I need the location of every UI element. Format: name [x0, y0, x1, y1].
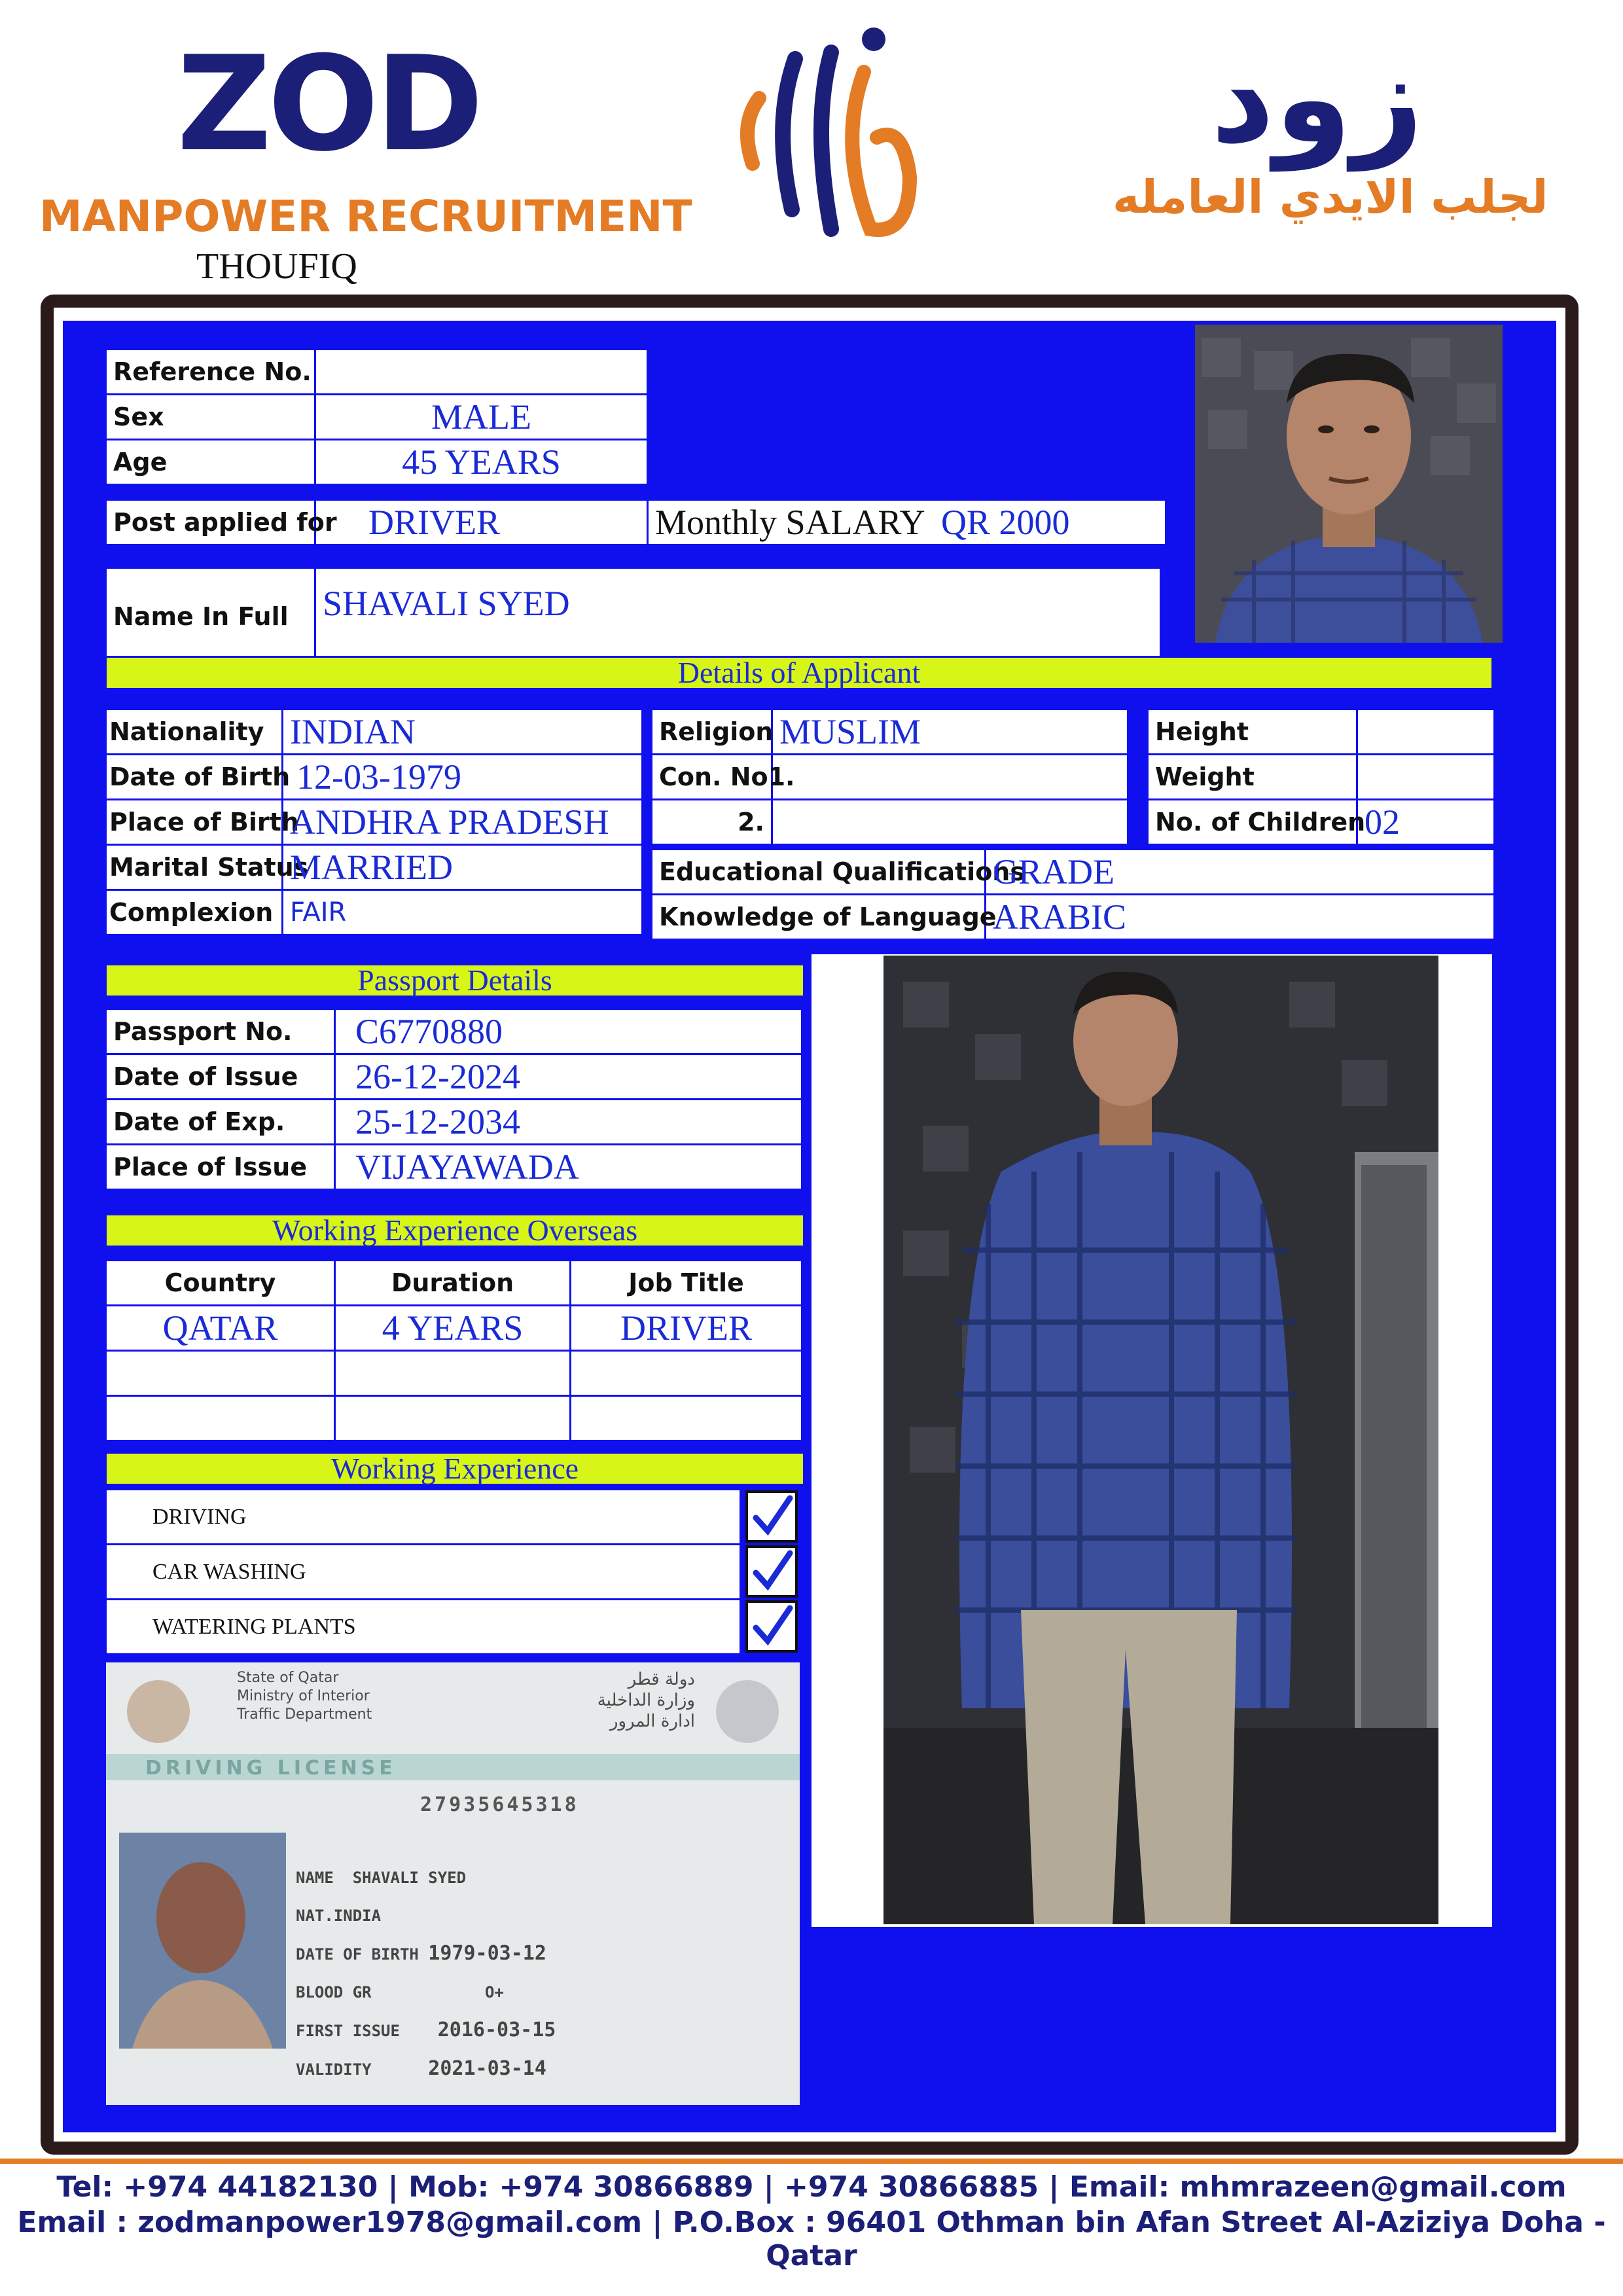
reference-label: Reference No.: [106, 350, 315, 395]
overseas-duration: [335, 1351, 571, 1396]
pob-value: ANDHRA PRADESH: [283, 800, 643, 845]
overseas-duration: [335, 1396, 571, 1441]
full-body-photo-frame: [812, 954, 1492, 1927]
license-arabic-department: ادارة المرور: [609, 1712, 695, 1731]
license-name-field: [296, 1859, 556, 1897]
license-number: 27935645318: [420, 1793, 579, 1816]
skill-row: [106, 1490, 805, 1545]
height-value: [1357, 709, 1495, 755]
overseas-country: QATAR: [106, 1306, 335, 1351]
post-table: [105, 499, 1167, 546]
passport-place-row: [106, 1145, 802, 1190]
marital-row: [106, 845, 643, 890]
post-row: [106, 500, 1166, 545]
footer-divider: [0, 2159, 1623, 2164]
license-nat-field: [296, 1897, 556, 1935]
full-body-photo: [883, 956, 1438, 1924]
overseas-job-title: [571, 1351, 802, 1396]
skill-row: [106, 1545, 805, 1600]
age-row: [106, 440, 648, 485]
complexion-row: [106, 890, 643, 935]
overseas-row: [106, 1351, 802, 1396]
license-fields: [296, 1859, 556, 2089]
religion-value: MUSLIM: [772, 709, 1128, 755]
pob-label: Place of Birth: [106, 800, 283, 845]
license-blood-value: O+: [484, 1983, 504, 2001]
license-validity-field: [296, 2050, 556, 2089]
passport-section-title: Passport Details: [357, 963, 552, 997]
footer-contact-line: Tel: +974 44182130 | Mob: +974 30866889 | +974 30866885 | Email: mhmrazeen@gmail.com: [56, 2170, 1567, 2204]
skill-checkbox[interactable]: [745, 1490, 798, 1543]
dob-label: Date of Birth: [106, 755, 283, 800]
overseas-country: [106, 1351, 335, 1396]
passport-exp-row: [106, 1100, 802, 1145]
sex-label: Sex: [106, 395, 315, 440]
license-issuer-english: [237, 1669, 394, 1724]
experience-section-bar: [105, 1452, 805, 1486]
education-value: GRADE: [986, 850, 1495, 895]
overseas-section-title: Working Experience Overseas: [272, 1213, 638, 1247]
passport-place-label: Place of Issue: [106, 1145, 335, 1190]
dob-value: 12-03-1979: [283, 755, 643, 800]
passport-exp-value: 25-12-2034: [335, 1100, 802, 1145]
language-row: [652, 895, 1495, 940]
complexion-value: FAIR: [283, 890, 643, 935]
skill-checkbox-cell: [741, 1545, 805, 1600]
marital-value: MARRIED: [283, 845, 643, 890]
sex-value: MALE: [315, 395, 648, 440]
reference-row: [106, 350, 648, 395]
name-table: [105, 567, 1162, 666]
con1-value: [772, 755, 1128, 800]
passport-section-bar: [105, 963, 805, 997]
passport-exp-label: Date of Exp.: [106, 1100, 335, 1145]
applicant-portrait-photo: [1195, 325, 1503, 643]
nationality-row: [106, 709, 643, 755]
overseas-row: [106, 1306, 802, 1351]
license-name-value: SHAVALI SYED: [352, 1869, 467, 1887]
driving-license-image: [106, 1662, 800, 2105]
license-dob-label: DATE OF BIRTH: [296, 1945, 419, 1964]
overseas-job-title: DRIVER: [571, 1306, 802, 1351]
education-table: [651, 848, 1495, 941]
physical-table: [1147, 708, 1495, 846]
children-value: 02: [1357, 800, 1495, 845]
license-first-issue-field: [296, 2011, 556, 2050]
checkmark-icon: [748, 1603, 795, 1650]
name-label: Name In Full: [106, 568, 315, 666]
education-row: [652, 850, 1495, 895]
portrait-figure: [1195, 325, 1503, 643]
skill-checkbox-cell: [741, 1600, 805, 1655]
salary-value: QR 2000: [941, 503, 1070, 542]
religion-row: [652, 709, 1128, 755]
nationality-value: INDIAN: [283, 709, 643, 755]
con2-label: 2.: [652, 800, 772, 845]
children-label: No. of Children: [1148, 800, 1357, 845]
religion-table: [651, 708, 1129, 846]
passport-issue-value: 26-12-2024: [335, 1054, 802, 1100]
con1-row: [652, 755, 1128, 800]
overseas-header-duration: Duration: [335, 1261, 571, 1306]
passport-issue-row: [106, 1054, 802, 1100]
license-title: DRIVING LICENSE: [145, 1757, 397, 1780]
arabic-logo-text: زود: [1211, 26, 1423, 171]
pob-row: [106, 800, 643, 845]
con2-value: [772, 800, 1128, 845]
license-ministry: Ministry of Interior: [237, 1688, 370, 1704]
name-value: SHAVALI SYED: [315, 568, 1161, 666]
nationality-label: Nationality: [106, 709, 283, 755]
license-dob-field: [296, 1935, 556, 1973]
license-arabic-state: دولة قطر: [628, 1670, 695, 1689]
license-first-issue-label: FIRST ISSUE: [296, 2022, 400, 2040]
applicant-details-table: [105, 708, 643, 936]
weight-row: [1148, 755, 1495, 800]
license-dob-value: 1979-03-12: [428, 1942, 546, 1965]
complexion-label: Complexion: [106, 890, 283, 935]
passport-table: [105, 1008, 803, 1191]
checkmark-icon: [748, 1548, 795, 1595]
license-arabic-ministry: وزارة الداخلية: [597, 1691, 695, 1710]
basic-info-table: [105, 348, 649, 486]
license-validity-label: VALIDITY: [296, 2060, 372, 2079]
con2-row: [652, 800, 1128, 845]
agent-name: THOUFIQ: [196, 246, 357, 287]
overseas-duration: 4 YEARS: [335, 1306, 571, 1351]
license-department: Traffic Department: [237, 1706, 372, 1723]
license-name-label: NAME: [296, 1869, 334, 1887]
salary-cell: [648, 500, 1166, 545]
experience-section-title: Working Experience: [330, 1452, 579, 1485]
skill-checkbox[interactable]: [745, 1600, 798, 1653]
language-value: ARABIC: [986, 895, 1495, 940]
skill-row: [106, 1600, 805, 1655]
overseas-job-title: [571, 1396, 802, 1441]
skill-label: CAR WASHING: [106, 1545, 741, 1600]
skill-checkbox-cell: [741, 1490, 805, 1545]
skill-checkbox[interactable]: [745, 1545, 798, 1598]
age-value: 45 YEARS: [315, 440, 648, 485]
checkmark-icon: [748, 1493, 795, 1540]
height-label: Height: [1148, 709, 1357, 755]
overseas-row: [106, 1396, 802, 1441]
marital-label: Marital Status: [106, 845, 283, 890]
age-label: Age: [106, 440, 315, 485]
education-label: Educational Qualifications: [652, 850, 986, 895]
salary-label: Monthly SALARY: [655, 503, 925, 542]
license-nat-label: NAT.: [296, 1907, 334, 1925]
skill-label: DRIVING: [106, 1490, 741, 1545]
license-issuer-arabic: [551, 1669, 695, 1732]
skill-label: WATERING PLANTS: [106, 1600, 741, 1655]
footer-address-line: Email : zodmanpower1978@gmail.com | P.O.Box : 96401 Othman bin Afan Street Al-Aziziya Doha - Qatar: [17, 2206, 1606, 2272]
language-label: Knowledge of Language: [652, 895, 986, 940]
license-first-issue-value: 2016-03-15: [437, 2018, 556, 2041]
height-row: [1148, 709, 1495, 755]
overseas-header-row: [106, 1261, 802, 1306]
passport-issue-label: Date of Issue: [106, 1054, 335, 1100]
details-section-bar: [105, 656, 1493, 690]
weight-label: Weight: [1148, 755, 1357, 800]
details-section-title: Details of Applicant: [677, 656, 921, 689]
license-state: State of Qatar: [237, 1670, 339, 1686]
children-row: [1148, 800, 1495, 845]
sex-row: [106, 395, 648, 440]
religion-label: Religion: [652, 709, 772, 755]
reference-value: [315, 350, 648, 395]
license-blood-field: [296, 1973, 556, 2011]
license-blood-label: BLOOD GR: [296, 1983, 372, 2001]
overseas-country: [106, 1396, 335, 1441]
post-label: Post applied for: [106, 500, 315, 545]
overseas-header-country: Country: [106, 1261, 335, 1306]
overseas-table: [105, 1259, 803, 1442]
weight-value: [1357, 755, 1495, 800]
license-nat-value: INDIA: [333, 1907, 382, 1925]
passport-number-row: [106, 1009, 802, 1054]
passport-number-label: Passport No.: [106, 1009, 335, 1054]
license-validity-value: 2021-03-14: [428, 2057, 546, 2080]
name-row: [106, 568, 1161, 666]
overseas-section-bar: [105, 1213, 805, 1247]
passport-place-value: VIJAYAWADA: [335, 1145, 802, 1190]
company-subtitle: MANPOWER RECRUITMENT: [39, 191, 692, 242]
post-value: DRIVER: [315, 500, 648, 545]
passport-number-value: C6770880: [335, 1009, 802, 1054]
experience-table: [105, 1488, 806, 1655]
zod-emblem-logo: [733, 13, 929, 262]
zod-logo-text: ZOD: [177, 28, 480, 181]
dob-row: [106, 755, 643, 800]
overseas-header-job-title: Job Title: [571, 1261, 802, 1306]
arabic-subtitle: لجلب الايدي العامله: [1113, 170, 1548, 224]
con1-label: Con. No1.: [652, 755, 772, 800]
